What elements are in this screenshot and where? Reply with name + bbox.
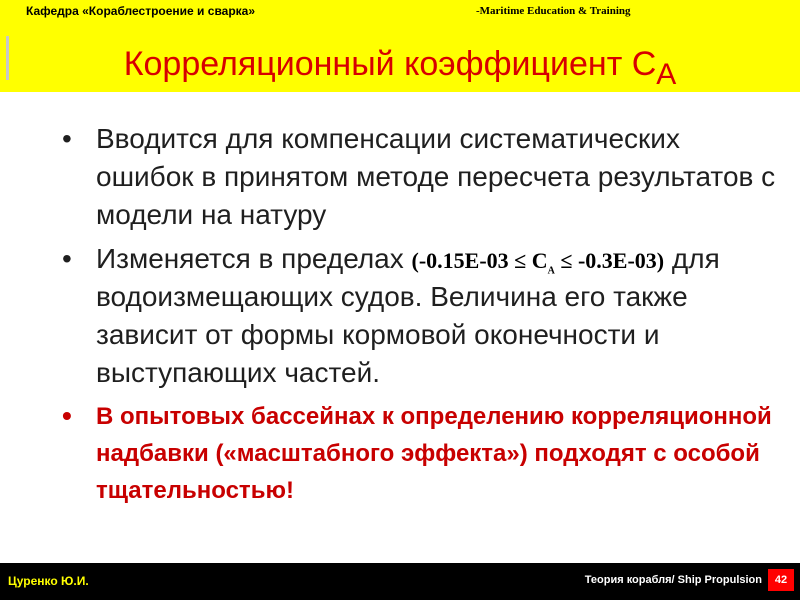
bullet-icon: • (62, 243, 72, 274)
formula-left: (-0.15E-03 ≤ C (411, 248, 548, 273)
header-bar (0, 0, 800, 36)
department-label: Кафедра «Кораблестроение и сварка» (26, 4, 256, 18)
page-number-badge: 42 (768, 569, 794, 591)
slide-title-main: Корреляционный коэффициент C (123, 45, 657, 83)
maritime-label: -Maritime Education & Training (476, 5, 631, 17)
bullet-text-rest: для водоизмещающих судов. Величина его также зависит от формы кормовой оконечности и выступающих частей. (96, 243, 720, 388)
slide-title (0, 44, 800, 91)
bullet-icon: • (62, 400, 72, 431)
bullet-text: Вводится для компенсации систематических ошибок в принятом методе пересчета результатов с модели на натуру (96, 123, 776, 230)
slide-title-subscript: A (656, 58, 677, 91)
bullet-list (62, 120, 782, 515)
course-label: Теория корабля/ Ship Propulsion (584, 574, 762, 586)
bullet-text-intro: Изменяется в пределах (96, 243, 404, 274)
bullet-item-compensation (62, 120, 782, 234)
bullet-item-range (62, 240, 782, 392)
bullet-icon: • (62, 123, 72, 154)
author-label: Цуренко Ю.И. (8, 574, 89, 588)
footer-bar (0, 563, 800, 600)
bullet-item-emphasis (62, 398, 782, 509)
bullet-text: В опытовых бассейнах к определению корреляционной надбавки («масштабного эффекта») подходят с особой тщательностью! (96, 403, 772, 504)
formula-right: ≤ -0.3E-03) (560, 248, 665, 273)
formula-subscript: A (547, 265, 555, 277)
range-formula (411, 248, 665, 277)
